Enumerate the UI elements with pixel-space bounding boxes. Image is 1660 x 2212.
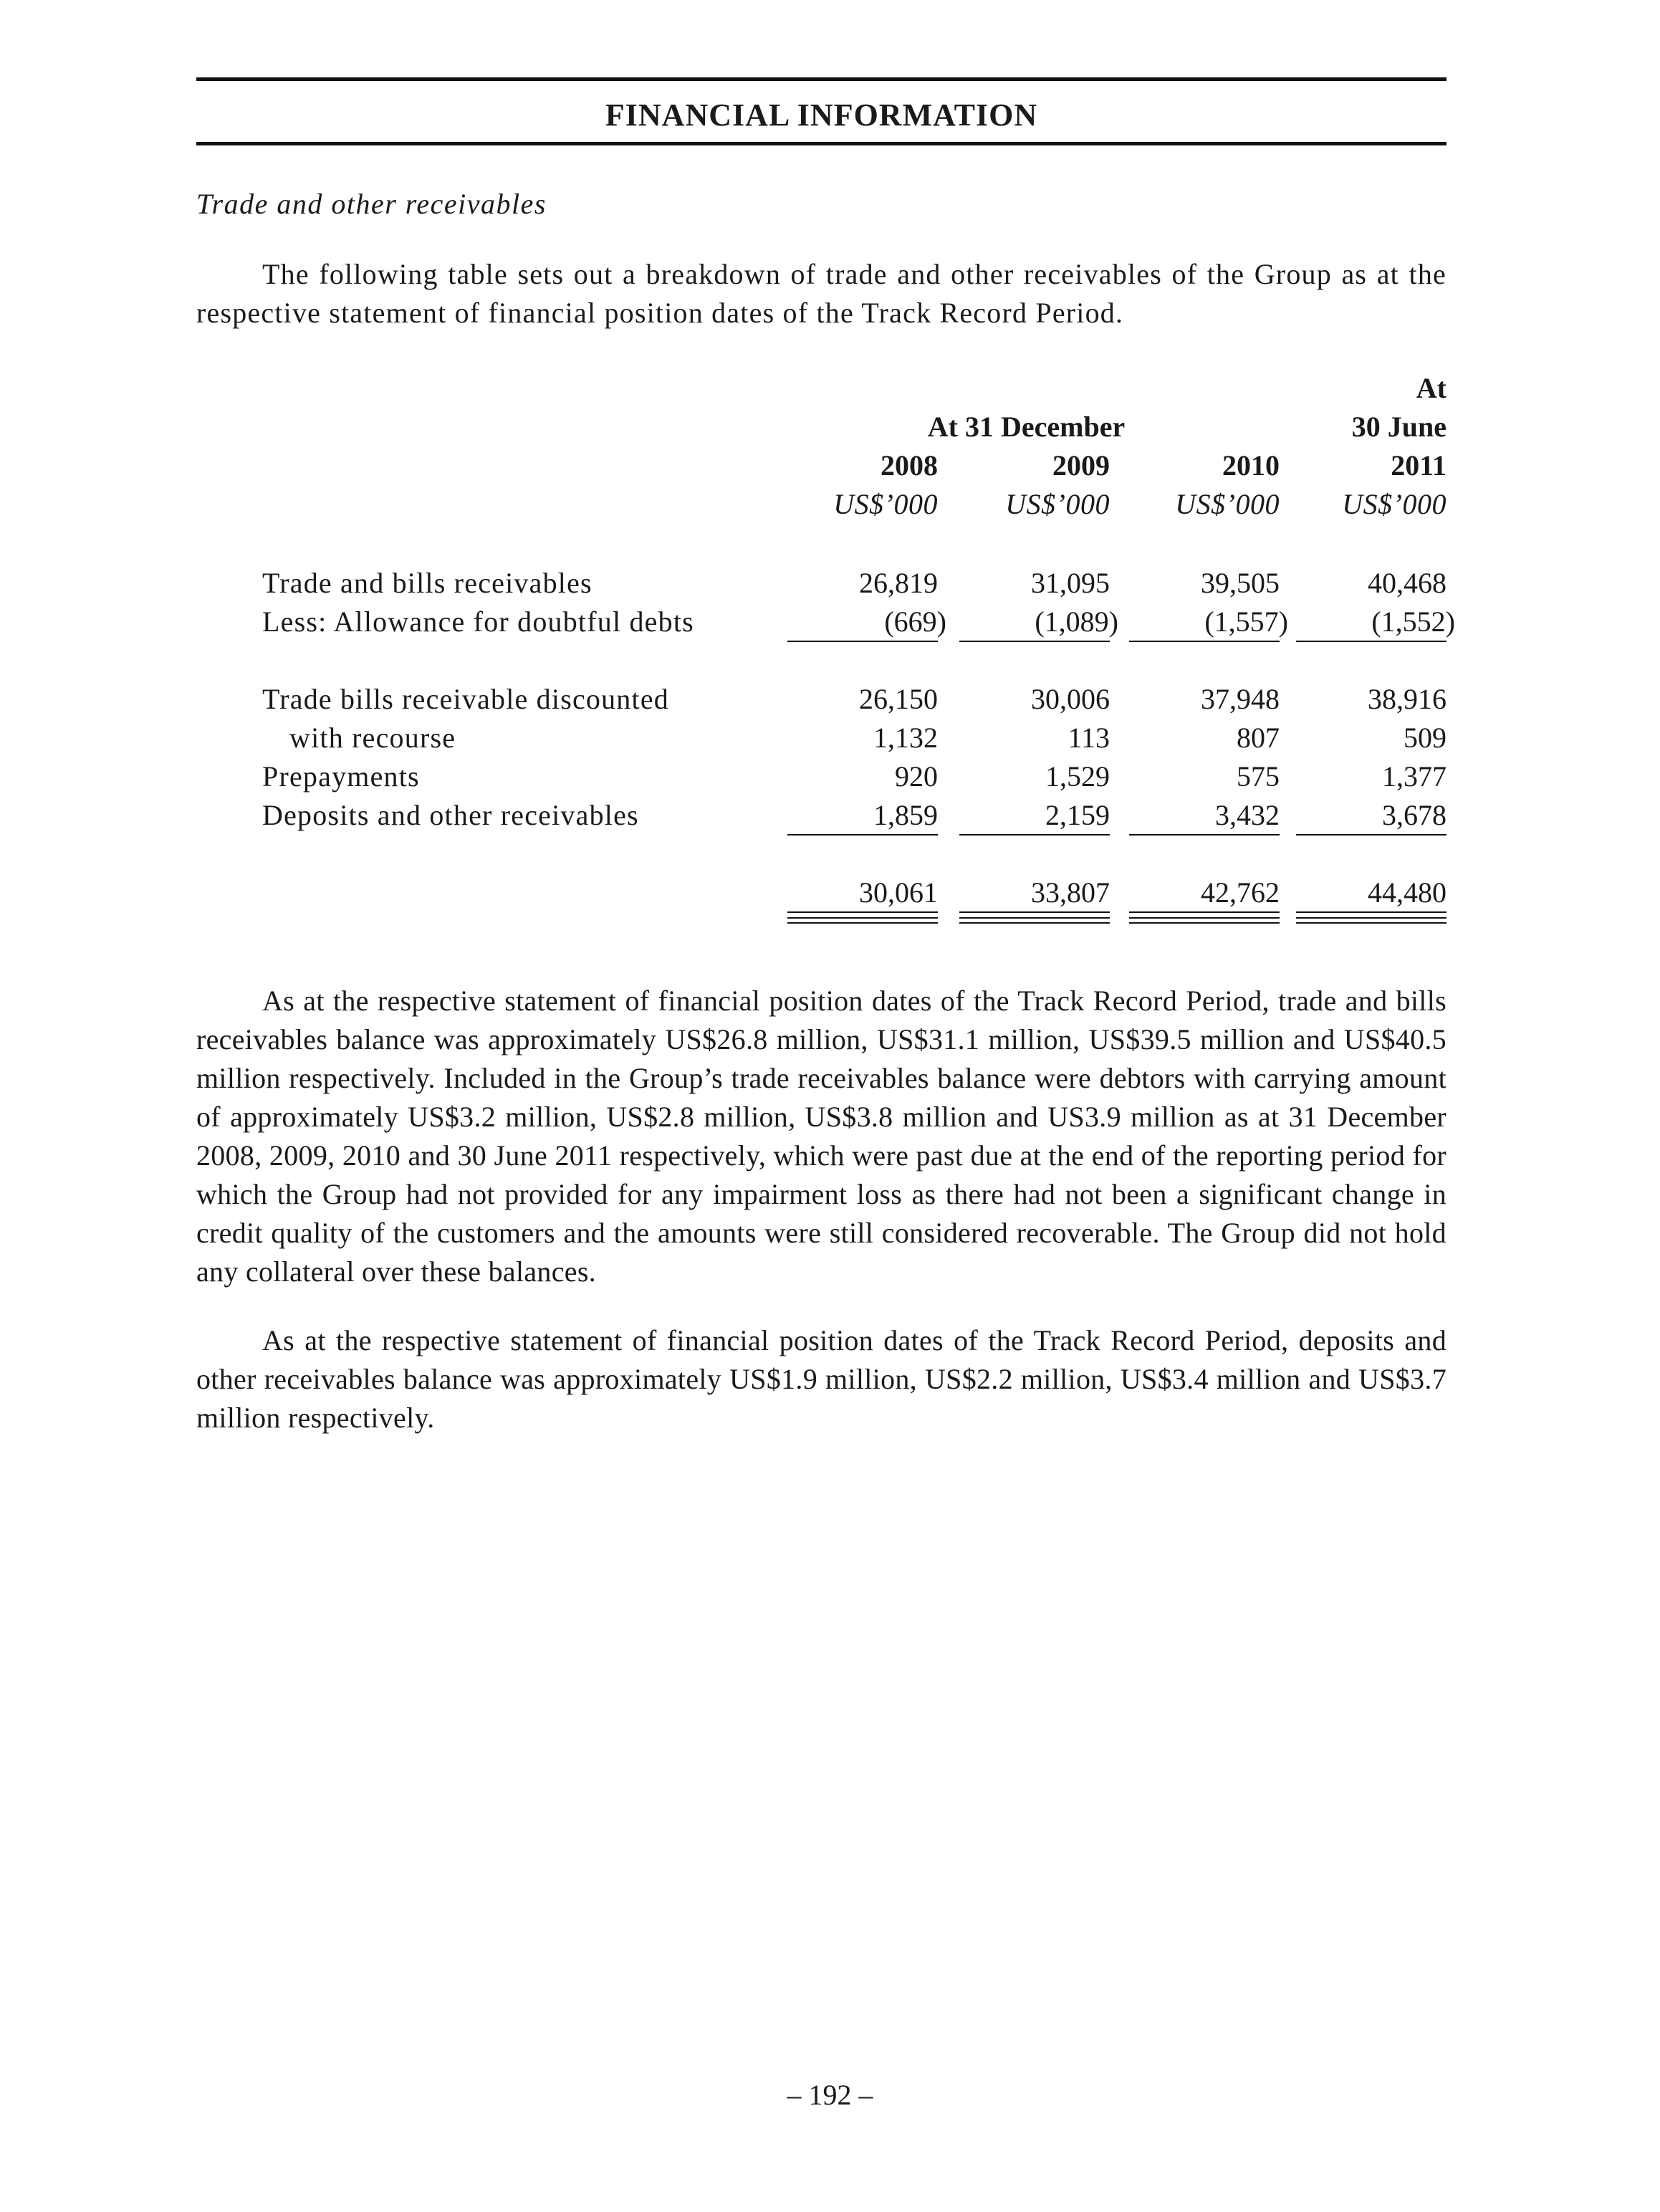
subtotal-underline [1129,834,1280,836]
table-cell: 38,916 [1368,683,1446,715]
table-cell: 575 [1237,760,1280,793]
table-cell: 1,859 [873,799,938,831]
table-cell: 1,377 [1382,760,1446,793]
table-cell: 42,762 [1201,876,1280,909]
table-cell: 920 [895,760,938,793]
header-at-31-december: At 31 December [927,411,1126,443]
subtotal-underline [787,834,938,836]
table-cell: 807 [1237,722,1280,754]
total-double-underline [1129,917,1280,924]
subtotal-underline [787,641,938,642]
table-cell: 40,468 [1368,567,1446,599]
total-overline [959,911,1110,913]
document-page [196,77,1455,1437]
page-number: – 192 – [787,2079,873,2111]
header-30-june: 30 June [1351,411,1446,443]
row-label: Trade bills receivable discounted [262,683,669,715]
page-header-title: FINANCIAL INFORMATION [605,97,1038,133]
subtotal-underline [959,834,1110,836]
header-bottom-rule [196,142,1446,145]
table-cell: 39,505 [1201,567,1280,599]
total-double-underline [787,917,938,924]
unit-2009: US$’000 [1005,488,1110,520]
header-at: At [1416,372,1446,404]
table-cell: 30,061 [859,876,938,909]
unit-2008: US$’000 [833,488,938,520]
table-cell: 37,948 [1201,683,1280,715]
total-overline [1296,911,1446,913]
table-cell: (1,089) [1035,605,1118,638]
row-label-continued: with recourse [289,722,456,754]
row-label: Less: Allowance for doubtful debts [262,605,694,638]
intro-paragraph: The following table sets out a breakdown of trade and other receivables of the Group as at the respective statement of financial position dates of the Track Record Period. [196,258,1446,329]
table-cell: (1,557) [1204,605,1288,638]
table-cell: 26,819 [859,567,938,599]
table-cell: 2,159 [1045,799,1110,831]
row-label: Trade and bills receivables [262,567,592,599]
subtotal-underline [1296,834,1446,836]
subtotal-underline [1129,641,1280,642]
total-double-underline [1296,917,1446,924]
table-cell: 31,095 [1031,567,1110,599]
table-cell: 3,678 [1382,799,1446,831]
subtotal-underline [1296,641,1446,642]
paragraph-deposits: As at the respective statement of financial position dates of the Track Record Period, deposits and other receivables balance was approximately US$1.9 million, US$2.2 million, US$3.4 million and US$3.7 million respectively. [196,1324,1446,1434]
table-cell: 44,480 [1368,876,1446,909]
paragraph-trade-receivables: As at the respective statement of financial position dates of the Track Record Period, trade and bills receivables balance was approximately US$26.8 million, US$31.1 million, US$39.5 million and US$40.5 million respectively. Included in the Group’s trade receivables balance were debtors with carrying amount of approximately US$3.2 million, US$2.8 million, US$3.8 million and US3.9 million as at 31 December 2008, 2009, 2010 and 30 June 2011 respectively, which were past due at the end of the reporting period for which the Group had not provided for any impairment loss as there had not been a significant change in credit quality of the customers and the amounts were still considered recoverable. The Group did not hold any collateral over these balances. [196,985,1446,1288]
year-2008-cell: 2008 [881,449,938,482]
unit-2010: US$’000 [1175,488,1280,520]
total-overline [787,911,938,913]
subtotal-underline [959,641,1110,642]
row-label: Prepayments [262,760,420,793]
table-cell: 113 [1068,722,1110,754]
table-cell: 509 [1404,722,1446,754]
table-cell: 3,432 [1215,799,1280,831]
unit-2011: US$’000 [1342,488,1446,520]
table-cell: (1,552) [1371,605,1455,638]
table-cell: 1,529 [1045,760,1110,793]
receivables-table [196,371,1455,944]
year-2010-cell: 2010 [1222,449,1280,482]
total-double-underline [959,917,1110,924]
table-cell: 30,006 [1031,683,1110,715]
year-2011-cell: 2011 [1391,449,1446,482]
row-label: Deposits and other receivables [262,799,639,831]
table-cell: 33,807 [1031,876,1110,909]
table-cell: (669) [884,605,946,638]
total-overline [1129,911,1280,913]
year-2009-cell: 2009 [1052,449,1110,482]
table-cell: 1,132 [873,722,938,754]
table-cell: 26,150 [859,683,938,715]
section-heading: Trade and other receivables [196,188,547,220]
